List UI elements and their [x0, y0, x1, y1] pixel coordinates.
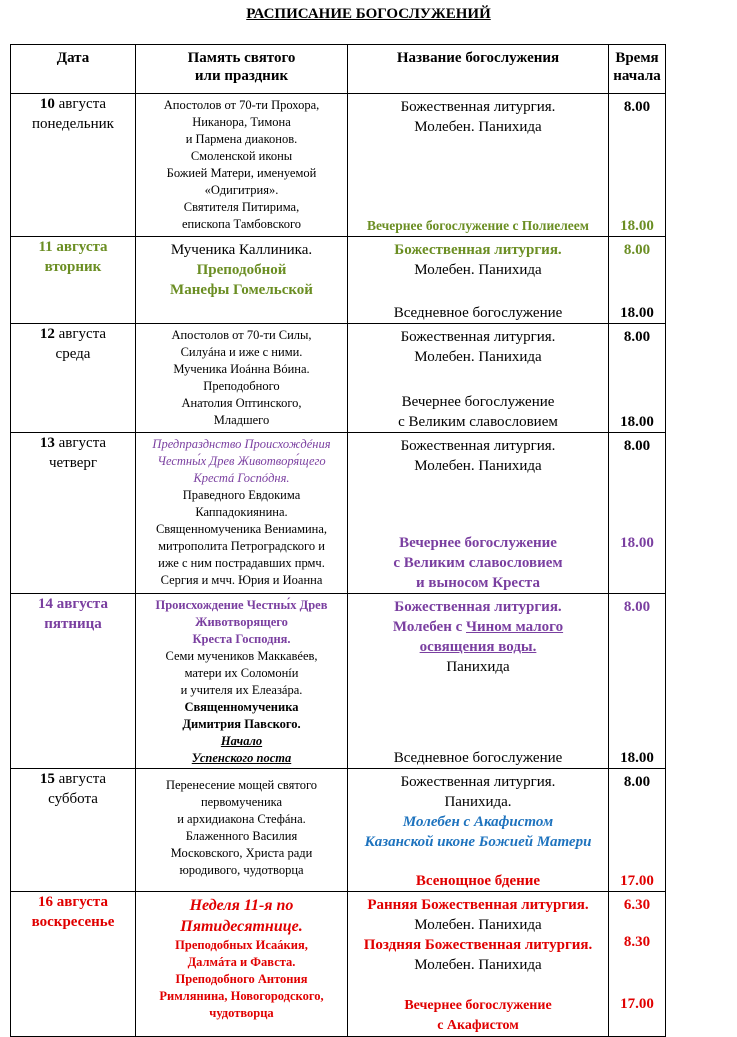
memory-cell: Предпразднство Происхождéния Честны́х Древ Животворя́щего Крестá Госпóдня. Праведного Евдокима Каппадокиянина. Священномученика Вениамина, митрополита Петроградского и иже с ним пострадавших прмч. Сергия и мчч. Юрия и Иоанна [152, 437, 331, 587]
time-cell: 6.30 8.30 17.00 [620, 897, 654, 1012]
header-service: Название богослужения [348, 45, 609, 94]
table-row [11, 892, 666, 1037]
time-cell: 8.00 17.00 [620, 774, 654, 889]
table-row [11, 594, 666, 769]
date-cell: 11 августа вторник [38, 239, 108, 275]
date-cell: 14 августа пятница [38, 596, 108, 632]
time-cell: 8.00 18.00 [620, 242, 654, 321]
table-row [11, 433, 666, 594]
header-row [11, 45, 666, 94]
table-row [11, 769, 666, 892]
service-cell: Божественная литургия. Молебен. Панихида Вседневное богослужение [393, 242, 563, 321]
service-cell: Божественная литургия. Панихида. Молебен с Акафистом Казанской иконе Божией Матери Всенощное бдение [364, 774, 592, 889]
header-time: Время начала [609, 45, 666, 94]
date-cell: 16 августа воскресенье [31, 894, 115, 930]
page-title: РАСПИСАНИЕ БОГОСЛУЖЕНИЙ [246, 6, 491, 22]
service-cell: Божественная литургия. Молебен. Панихида Вечернее богослужение с Великим славословием [398, 329, 558, 430]
memory-cell: Неделя 11-я по Пятидесятнице. Преподобных Исаáкия, Далмáта и Фавста. Преподобного Антония Римлянина, Новогородского, чудотворца [159, 897, 324, 1020]
service-cell: Ранняя Божественная литургия. Молебен. Панихида Поздняя Божественная литургия. Молебен. Панихида Вечернее богослужение с Акафистом [363, 897, 593, 1033]
service-cell: Божественная литургия. Молебен. Панихида Вечернее богослужение с Полиелеем [367, 99, 589, 233]
time-cell: 8.00 18.00 [620, 99, 654, 234]
table-row [11, 324, 666, 433]
time-cell: 8.00 18.00 [620, 599, 654, 766]
date-cell: 12 августа среда [39, 326, 107, 362]
memory-cell: Апостолов от 70-ти Прохора, Никанора, Тимона и Пармена диаконов. Смоленской иконы Божией Матери, именуемой «Одигитрия». Святителя Питирима, епископа Тамбовского [163, 98, 320, 231]
time-cell: 8.00 18.00 [620, 438, 654, 551]
table-row [11, 237, 666, 324]
header-memory: Память святого или праздник [136, 45, 348, 94]
date-cell: 13 августа четверг [39, 435, 107, 471]
service-cell: Божественная литургия. Молебен с Чином малого освящения воды. Панихида Вседневное богослужение [392, 599, 564, 766]
schedule-table [10, 44, 666, 1037]
memory-cell: Происхождение Честны́х Древ Животворящего Креста Господня. Семи мучеников Маккавéев, матери их Соломонíи и учителя их Елеазáра. Священномученика Димитрия Павского. Начало Успенского поста [155, 598, 328, 765]
memory-cell: Апостолов от 70-ти Силы, Силуáна и иже с ними. Мученика Иоáнна Вóина. Преподобного Анатолия Оптинского, Младшего [171, 328, 312, 427]
time-cell: 8.00 18.00 [620, 329, 654, 430]
date-cell: 15 августа суббота [39, 771, 107, 807]
date-cell: 10 августа понедельник [32, 96, 114, 132]
service-cell: Божественная литургия. Молебен. Панихида Вечернее богослужение с Великим славословием и выносом Креста [393, 438, 563, 591]
memory-cell: Перенесение мощей святого первомученика и архидиакона Стефáна. Блаженного Василия Московского, Христа ради юродивого, чудотворца [165, 778, 318, 877]
memory-cell: Мученика Каллиника. Преподобной Манефы Гомельской [170, 242, 313, 298]
table-row [11, 94, 666, 237]
header-date: Дата [11, 45, 136, 94]
